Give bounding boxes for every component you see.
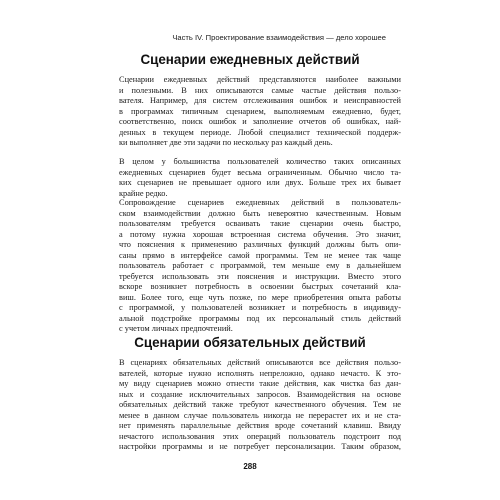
text-line: саны прямо в интерфейсе самой программы. Тем не менее так чаще [119,250,401,260]
text-line: соответственно, поиск ошибок и заполнение отчетов об ошибках, най- [119,117,401,126]
text-line: с учетом личных предпочтений. [119,324,233,333]
text-line: В сценариях обязательных действий описываются все действия пользо- [119,358,401,367]
text-line: пользователям требуется осваивать такие сценарии очень быстро, [119,219,401,228]
text-line: вателей, которые нужно исполнять непреложно, однако нечасто. К это- [119,368,401,378]
text-line: Сценарии ежедневных действий представляются наиболее важными [119,75,401,84]
text-line: виш. Более того, еще чуть позже, по мере приобретения опыта работы [119,292,401,302]
text-line: В целом у большинства пользователей количество таких описанных [119,157,401,166]
text-line: и полезными. В них описываются самые частые действия пользо- [119,85,401,95]
text-line: денных в текущем периоде. Любой специалист технической поддерж- [119,127,401,137]
text-line: ском взаимодействии должно быть невероятно качественным. Новым [119,208,401,218]
text-line: настройки программы и не потребует персонализации. Таким образом, [119,442,401,451]
page-number: 288 [243,462,257,471]
text-line: нет применять параллельные действия вроде сочетаний клавиш. Ввиду [119,421,401,430]
running-head: Часть IV. Проектирование взаимодействия — дело хорошее [172,33,386,42]
section-heading-daily-scenarios: Сценарии ежедневных действий [140,52,360,67]
text-line: пользователь работает с программой, тем меньше ему в дальнейшем [119,261,401,270]
text-line: с программой, у пользователей возникнет и потребность в индивиду- [119,303,401,312]
text-line: что пояснения к применению различных функций должны быть опи- [119,240,401,249]
text-line: альной подстройке программы под их персональный стиль действий [119,313,401,323]
text-line: ких сценариев не превышает одного или двух. Больше трех их бывает [119,178,401,187]
text-line: крайне редко. [119,188,168,198]
text-line: в программах типичным сценарием, выполняемым ежедневно, будет, [119,106,401,116]
paragraph [119,157,401,199]
paragraph [119,198,401,335]
paragraph [119,75,401,149]
text-line: вателя. Например, для систем отслеживания ошибок и неисправностей [119,96,401,105]
text-line: требуется использовать эти пояснения и инструкции. Вместо этого [119,271,401,281]
section-heading-required-scenarios: Сценарии обязательных действий [134,335,366,350]
text-line: а потому нужна хорошая встроенная система обучения. Это значит, [119,229,401,239]
paragraph [119,358,401,453]
text-line: ежедневных сценариев будет весьма ограниченным. Обычно число та- [119,167,401,177]
text-line: ных и создание исключительных запросов. Взаимодействия на основе [119,389,401,399]
text-line: вскоре возникнет потребность в освоении быстрых сочетаний кла- [119,282,401,291]
text-line: му виду сценариев можно отнести такие действия, как чистка баз дан- [119,379,401,388]
text-line: ки выполняет две эти задачи по нескольку раз каждый день. [119,138,333,147]
text-line: Сопровождение сценариев ежедневных действий в пользователь- [119,198,401,207]
text-line: менее в данном случае пользователь никогда не перерастет их и не ста- [119,410,401,420]
text-line: нечастого использования этих операций пользователь подстроит под [119,431,401,441]
text-line: обязательных действий также требуют качественного обучения. Тем не [119,400,401,409]
